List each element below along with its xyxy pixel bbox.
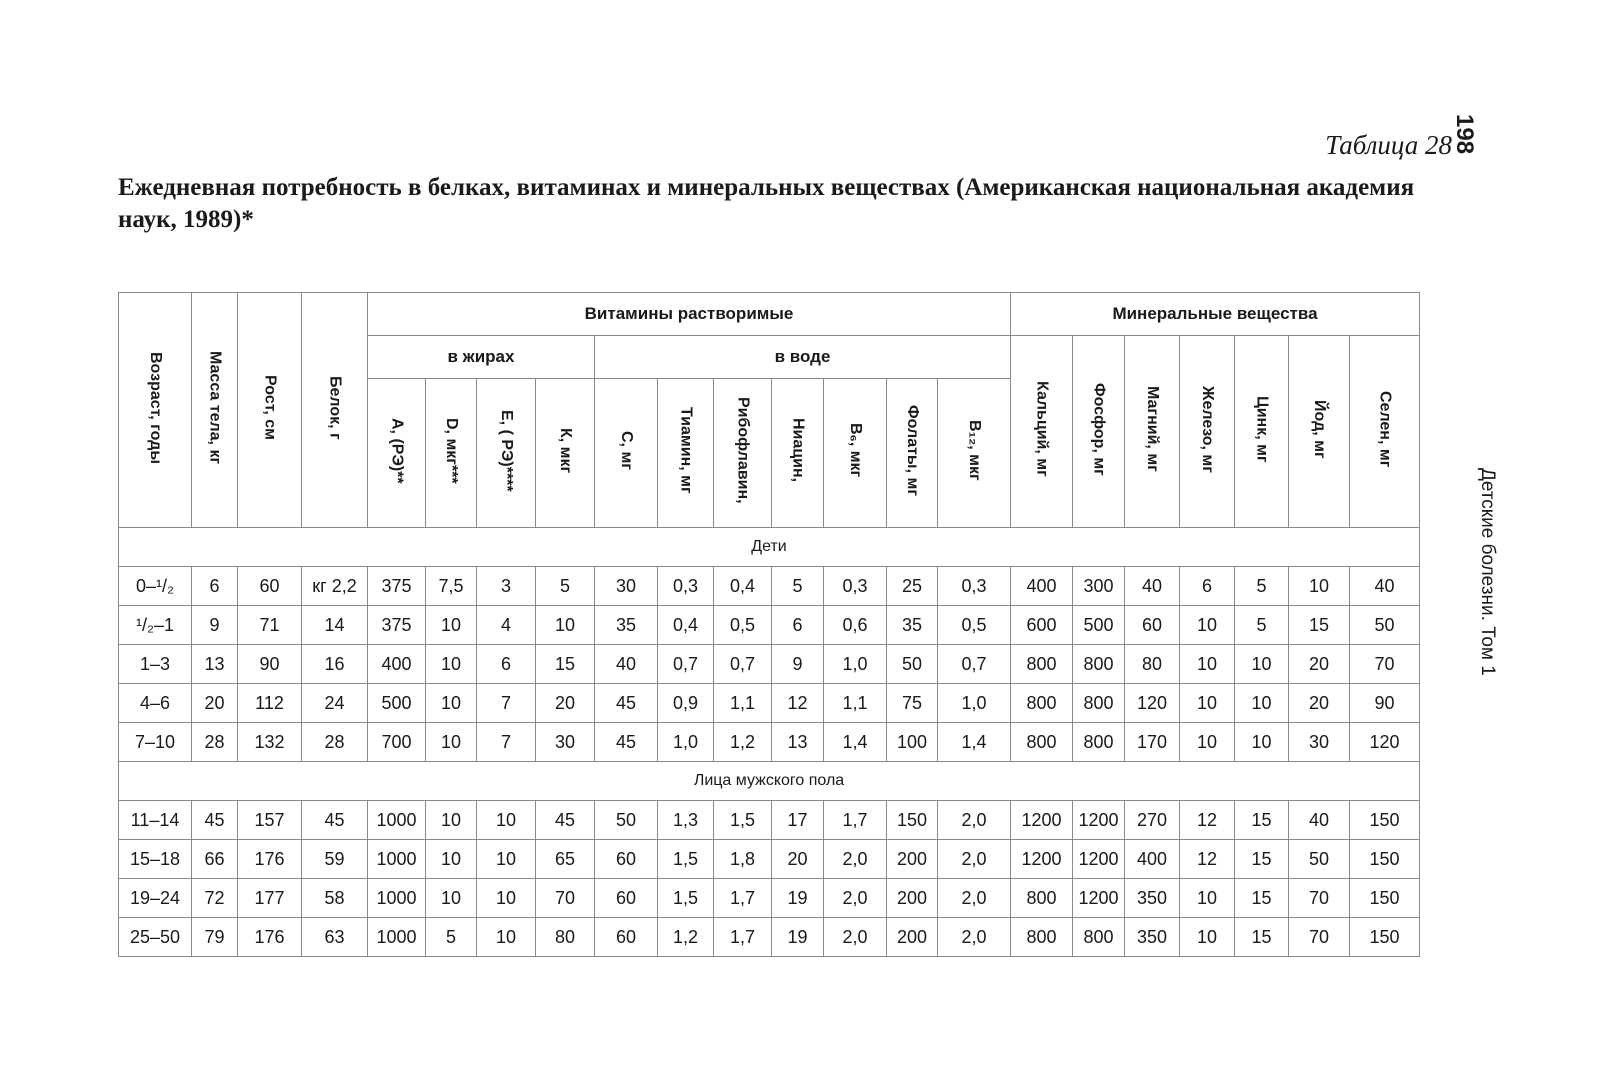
table-cell: 80 — [536, 918, 595, 957]
table-cell: 10 — [1180, 645, 1235, 684]
col-header-zinc: Цинк, мг — [1235, 336, 1289, 528]
table-cell: 45 — [302, 801, 368, 840]
table-cell: 25 — [887, 567, 938, 606]
table-cell: 10 — [426, 606, 477, 645]
table-cell: 45 — [595, 684, 658, 723]
table-cell: 0,4 — [658, 606, 714, 645]
table-row — [119, 801, 1420, 840]
table-row — [119, 879, 1420, 918]
table-cell: 1,1 — [824, 684, 887, 723]
table-cell: 300 — [1073, 567, 1125, 606]
table-cell: 1000 — [368, 879, 426, 918]
table-cell: 1000 — [368, 840, 426, 879]
table-cell: 70 — [536, 879, 595, 918]
table-cell: 40 — [1125, 567, 1180, 606]
group-header-vitamins: Витамины растворимые — [368, 293, 1011, 336]
table-cell: 50 — [1289, 840, 1350, 879]
table-cell: 150 — [887, 801, 938, 840]
table-cell: 2,0 — [938, 801, 1011, 840]
table-cell: 176 — [238, 840, 302, 879]
col-header-thiamin: Тиамин, мг — [658, 379, 714, 528]
table-cell: 20 — [772, 840, 824, 879]
table-cell: 0,6 — [824, 606, 887, 645]
table-cell: 79 — [192, 918, 238, 957]
table-cell: 1,4 — [824, 723, 887, 762]
table-cell: 30 — [536, 723, 595, 762]
table-cell: 0,5 — [714, 606, 772, 645]
table-cell: 1,8 — [714, 840, 772, 879]
table-cell: 20 — [1289, 645, 1350, 684]
table-cell: 50 — [595, 801, 658, 840]
table-cell: 28 — [192, 723, 238, 762]
table-cell: 10 — [426, 684, 477, 723]
table-cell: 19 — [772, 879, 824, 918]
col-header-height: Рост, см — [238, 293, 302, 528]
table-cell: 270 — [1125, 801, 1180, 840]
table-cell: 7,5 — [426, 567, 477, 606]
table-cell: 800 — [1011, 684, 1073, 723]
table-cell: 10 — [1180, 723, 1235, 762]
table-cell: 7 — [477, 723, 536, 762]
table-cell: 350 — [1125, 918, 1180, 957]
table-cell: 800 — [1011, 723, 1073, 762]
page-number: 198 — [1451, 114, 1478, 155]
table-cell: 1,7 — [714, 918, 772, 957]
table-cell: 400 — [1011, 567, 1073, 606]
table-cell: 5 — [536, 567, 595, 606]
table-cell: 0,7 — [938, 645, 1011, 684]
table-cell: 1200 — [1073, 801, 1125, 840]
table-cell: 10 — [426, 879, 477, 918]
table-cell: 10 — [1180, 879, 1235, 918]
table-cell: 800 — [1073, 723, 1125, 762]
table-cell: 40 — [1350, 567, 1420, 606]
table-cell: 120 — [1125, 684, 1180, 723]
col-header-vitamin-b12: В₁₂, мкг — [938, 379, 1011, 528]
table-cell: 28 — [302, 723, 368, 762]
col-header-magnesium: Магний, мг — [1125, 336, 1180, 528]
table-cell: 800 — [1073, 645, 1125, 684]
table-cell: 63 — [302, 918, 368, 957]
table-body — [119, 528, 1420, 957]
table-cell: 60 — [595, 840, 658, 879]
table-cell: 112 — [238, 684, 302, 723]
table-cell: 17 — [772, 801, 824, 840]
col-header-phosphorus: Фосфор, мг — [1073, 336, 1125, 528]
table-cell: 2,0 — [824, 840, 887, 879]
section-label: Лица мужского пола — [119, 762, 1420, 801]
table-cell: 350 — [1125, 879, 1180, 918]
col-header-vitamin-d: D, мкг*** — [426, 379, 477, 528]
table-cell: 1,0 — [824, 645, 887, 684]
nutrition-table — [118, 292, 1420, 957]
col-header-niacin: Ниацин, — [772, 379, 824, 528]
table-cell: 1,5 — [658, 840, 714, 879]
section-row — [119, 762, 1420, 801]
col-header-vitamin-k: К, мкг — [536, 379, 595, 528]
table-row — [119, 567, 1420, 606]
col-header-selenium: Селен, мг — [1350, 336, 1420, 528]
table-cell: 13 — [772, 723, 824, 762]
table-cell: 59 — [302, 840, 368, 879]
table-cell: 3 — [477, 567, 536, 606]
group-header-minerals: Минеральные вещества — [1011, 293, 1420, 336]
table-cell: 400 — [368, 645, 426, 684]
table-cell: 12 — [1180, 801, 1235, 840]
table-cell: 0,5 — [938, 606, 1011, 645]
table-row — [119, 840, 1420, 879]
table-cell: 1200 — [1011, 801, 1073, 840]
table-cell: 800 — [1011, 918, 1073, 957]
table-cell: 40 — [1289, 801, 1350, 840]
table-cell: 10 — [477, 840, 536, 879]
table-cell: 375 — [368, 567, 426, 606]
table-cell: 150 — [1350, 918, 1420, 957]
table-cell: 9 — [192, 606, 238, 645]
table-cell: 75 — [887, 684, 938, 723]
col-header-weight: Масса тела, кг — [192, 293, 238, 528]
table-cell: 1,5 — [714, 801, 772, 840]
col-header-iodine: Йод, мг — [1289, 336, 1350, 528]
table-cell: 35 — [887, 606, 938, 645]
table-cell: 10 — [1235, 723, 1289, 762]
col-header-vitamin-e: Е, ( РЭ)**** — [477, 379, 536, 528]
table-cell: 60 — [595, 879, 658, 918]
table-cell: 0,3 — [824, 567, 887, 606]
table-cell: 1000 — [368, 918, 426, 957]
table-cell: 10 — [426, 723, 477, 762]
table-cell: 10 — [426, 801, 477, 840]
table-cell: 400 — [1125, 840, 1180, 879]
table-cell: 20 — [192, 684, 238, 723]
table-cell: 20 — [1289, 684, 1350, 723]
table-cell: 5 — [1235, 606, 1289, 645]
table-cell: 1,7 — [824, 801, 887, 840]
table-cell: 200 — [887, 918, 938, 957]
table-cell: 15 — [1235, 801, 1289, 840]
table-cell: 5 — [772, 567, 824, 606]
table-cell: 30 — [1289, 723, 1350, 762]
table-cell: 1200 — [1073, 879, 1125, 918]
table-cell: 16 — [302, 645, 368, 684]
col-header-age: Возраст, годы — [119, 293, 192, 528]
table-cell: 10 — [536, 606, 595, 645]
table-cell: 150 — [1350, 801, 1420, 840]
table-cell: 500 — [368, 684, 426, 723]
table-cell: 35 — [595, 606, 658, 645]
table-cell: 58 — [302, 879, 368, 918]
table-cell: 5 — [426, 918, 477, 957]
table-cell: 12 — [772, 684, 824, 723]
col-header-iron: Железо, мг — [1180, 336, 1235, 528]
col-header-vitamin-a: А, (РЭ)** — [368, 379, 426, 528]
table-cell: 2,0 — [824, 879, 887, 918]
table-cell: 0,7 — [714, 645, 772, 684]
table-cell: 1,5 — [658, 879, 714, 918]
table-cell: 1,2 — [714, 723, 772, 762]
table-cell: 71 — [238, 606, 302, 645]
table-cell: 4 — [477, 606, 536, 645]
running-header: Детские болезни. Том 1 — [1477, 468, 1498, 676]
table-cell: 176 — [238, 918, 302, 957]
table-cell: 15 — [1235, 879, 1289, 918]
table-cell: 0,7 — [658, 645, 714, 684]
table-cell: 200 — [887, 840, 938, 879]
table-cell: 5 — [1235, 567, 1289, 606]
table-cell: 10 — [1289, 567, 1350, 606]
table-cell: 90 — [238, 645, 302, 684]
table-cell: 800 — [1073, 918, 1125, 957]
subgroup-header-fat: в жирах — [368, 336, 595, 379]
age-cell: 25–50 — [119, 918, 192, 957]
table-cell: 45 — [536, 801, 595, 840]
table-cell: 10 — [1180, 606, 1235, 645]
table-cell: 10 — [477, 801, 536, 840]
age-cell: 15–18 — [119, 840, 192, 879]
table-cell: 10 — [1235, 684, 1289, 723]
table-row — [119, 684, 1420, 723]
table-cell: 24 — [302, 684, 368, 723]
section-row — [119, 528, 1420, 567]
table-cell: 14 — [302, 606, 368, 645]
col-header-folate: Фолаты, мг — [887, 379, 938, 528]
table-cell: 150 — [1350, 879, 1420, 918]
table-cell: 15 — [1235, 918, 1289, 957]
table-cell: 10 — [426, 645, 477, 684]
table-cell: 45 — [595, 723, 658, 762]
table-cell: 600 — [1011, 606, 1073, 645]
section-label: Дети — [119, 528, 1420, 567]
table-cell: 2,0 — [938, 840, 1011, 879]
table-cell: 10 — [1180, 684, 1235, 723]
table-cell: 10 — [426, 840, 477, 879]
table-cell: 1,0 — [658, 723, 714, 762]
table-cell: 800 — [1011, 879, 1073, 918]
table-cell: 6 — [772, 606, 824, 645]
table-cell: 10 — [477, 879, 536, 918]
table-cell: 1,7 — [714, 879, 772, 918]
table-cell: 1,1 — [714, 684, 772, 723]
table-cell: 1000 — [368, 801, 426, 840]
table-cell: 2,0 — [824, 918, 887, 957]
age-cell: 11–14 — [119, 801, 192, 840]
table-row — [119, 723, 1420, 762]
table-cell: 40 — [595, 645, 658, 684]
col-header-riboflavin: Рибофлавин, — [714, 379, 772, 528]
table-cell: 70 — [1289, 879, 1350, 918]
table-cell: 200 — [887, 879, 938, 918]
table-cell: 2,0 — [938, 918, 1011, 957]
table-row — [119, 645, 1420, 684]
table-cell: 2,0 — [938, 879, 1011, 918]
col-header-vitamin-c: С, мг — [595, 379, 658, 528]
table-cell: 120 — [1350, 723, 1420, 762]
table-cell: 100 — [887, 723, 938, 762]
table-cell: 72 — [192, 879, 238, 918]
table-cell: 66 — [192, 840, 238, 879]
table-cell: 1200 — [1073, 840, 1125, 879]
table-cell: 7 — [477, 684, 536, 723]
table-cell: 15 — [1235, 840, 1289, 879]
table-cell: 0,4 — [714, 567, 772, 606]
table-cell: 132 — [238, 723, 302, 762]
age-cell: 0–¹/₂ — [119, 567, 192, 606]
table-cell: 6 — [477, 645, 536, 684]
age-cell: 19–24 — [119, 879, 192, 918]
table-cell: 13 — [192, 645, 238, 684]
table-cell: 20 — [536, 684, 595, 723]
table-cell: 800 — [1073, 684, 1125, 723]
table-cell: 10 — [1180, 918, 1235, 957]
table-cell: 375 — [368, 606, 426, 645]
col-header-vitamin-b6: В₆, мкг — [824, 379, 887, 528]
age-cell: ¹/₂–1 — [119, 606, 192, 645]
table-row — [119, 606, 1420, 645]
table-cell: 50 — [1350, 606, 1420, 645]
table-cell: 0,3 — [938, 567, 1011, 606]
age-cell: 7–10 — [119, 723, 192, 762]
table-cell: 50 — [887, 645, 938, 684]
table-cell: 150 — [1350, 840, 1420, 879]
table-cell: 1,3 — [658, 801, 714, 840]
table-cell: 45 — [192, 801, 238, 840]
table-cell: 177 — [238, 879, 302, 918]
age-cell: 1–3 — [119, 645, 192, 684]
table-cell: 0,9 — [658, 684, 714, 723]
table-cell: 90 — [1350, 684, 1420, 723]
subgroup-header-water: в воде — [595, 336, 1011, 379]
table-cell: 15 — [536, 645, 595, 684]
table-cell: 10 — [1235, 645, 1289, 684]
table-cell: 700 — [368, 723, 426, 762]
table-cell: 1,2 — [658, 918, 714, 957]
table-cell: 65 — [536, 840, 595, 879]
table-cell: 1200 — [1011, 840, 1073, 879]
table-cell: 10 — [477, 918, 536, 957]
table-cell: кг 2,2 — [302, 567, 368, 606]
table-cell: 157 — [238, 801, 302, 840]
age-cell: 4–6 — [119, 684, 192, 723]
table-cell: 80 — [1125, 645, 1180, 684]
table-cell: 500 — [1073, 606, 1125, 645]
table-cell: 60 — [238, 567, 302, 606]
table-cell: 12 — [1180, 840, 1235, 879]
table-title: Ежедневная потребность в белках, витаминах и минеральных веществах (Американская национальная академия наук, 1989)* — [118, 174, 1415, 233]
col-header-calcium: Кальций, мг — [1011, 336, 1073, 528]
col-header-protein: Белок, г — [302, 293, 368, 528]
table-cell: 1,0 — [938, 684, 1011, 723]
table-row — [119, 918, 1420, 957]
table-cell: 70 — [1350, 645, 1420, 684]
table-cell: 800 — [1011, 645, 1073, 684]
table-cell: 0,3 — [658, 567, 714, 606]
table-cell: 30 — [595, 567, 658, 606]
table-label: Таблица 28 — [1325, 130, 1452, 160]
table-cell: 70 — [1289, 918, 1350, 957]
table-cell: 9 — [772, 645, 824, 684]
table-cell: 170 — [1125, 723, 1180, 762]
table-cell: 1,4 — [938, 723, 1011, 762]
table-cell: 15 — [1289, 606, 1350, 645]
table-cell: 19 — [772, 918, 824, 957]
table-cell: 6 — [1180, 567, 1235, 606]
table-cell: 60 — [595, 918, 658, 957]
table-cell: 60 — [1125, 606, 1180, 645]
table-cell: 6 — [192, 567, 238, 606]
